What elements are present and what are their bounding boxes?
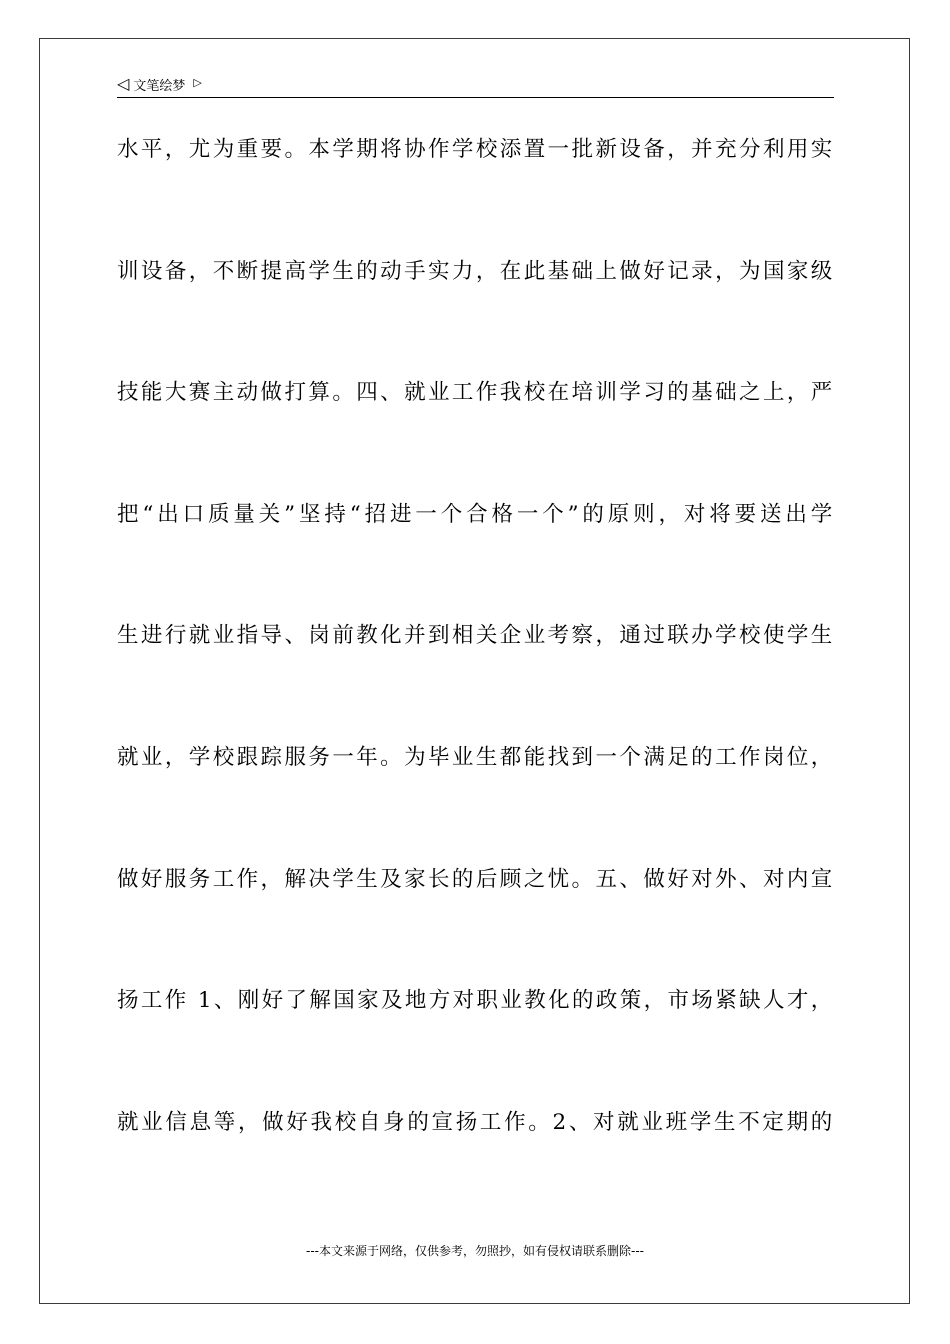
body-line: 训设备，不断提高学生的动手实力，在此基础上做好记录，为国家级 — [117, 258, 834, 284]
triangle-right-icon: ▷ — [193, 75, 202, 89]
header-title: 文笔绘梦 — [133, 78, 186, 94]
header-divider — [117, 97, 834, 98]
body-line: 做好服务工作，解决学生及家长的后顾之忧。五、做好对外、对内宣 — [117, 866, 834, 892]
body-line: 扬工作 1、刚好了解国家及地方对职业教化的政策，市场紧缺人才， — [117, 988, 834, 1014]
body-line: 水平，尤为重要。本学期将协作学校添置一批新设备，并充分利用实 — [117, 137, 834, 162]
body-line: 技能大赛主动做打算。四、就业工作我校在培训学习的基础之上，严 — [117, 380, 834, 406]
body-line: 就业信息等，做好我校自身的宣扬工作。2、对就业班学生不定期的 — [117, 1109, 834, 1135]
page-header — [117, 72, 202, 96]
body-line: 生进行就业指导、岗前教化并到相关企业考察，通过联办学校使学生 — [117, 623, 834, 649]
document-body — [117, 130, 834, 1224]
body-line: 就业，学校跟踪服务一年。为毕业生都能找到一个满足的工作岗位， — [117, 744, 834, 770]
body-line: 把“出口质量关”坚持“招进一个合格一个”的原则，对将要送出学 — [117, 501, 834, 527]
footer-disclaimer: ---本文来源于网络，仅供参考，勿照抄，如有侵权请联系删除--- — [306, 1244, 644, 1258]
triangle-left-icon: ◁ — [117, 74, 130, 93]
